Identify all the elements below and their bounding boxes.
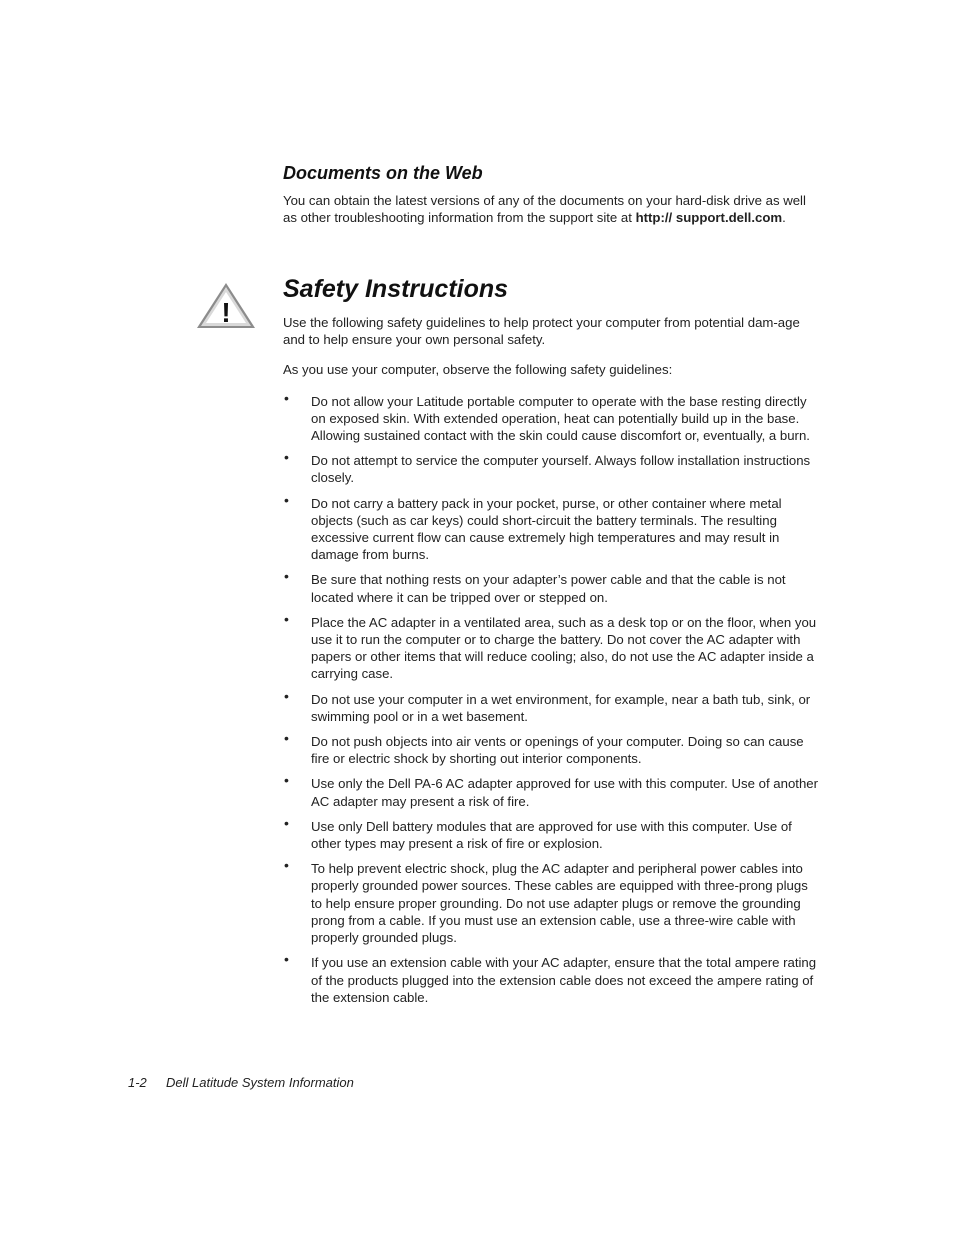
list-item: [283, 491, 818, 564]
documents-on-web-text: You can obtain the latest versions of any of the documents on your hard-disk drive as well as other troubleshooting information from the support site at: [283, 193, 806, 226]
list-item-text: Do not carry a battery pack in your pocket, purse, or other container where metal objects (such as car keys) could short-circuit the battery terminals. The resulting excessive current flow can cause extremely high temperatures and may result in damage from burns.: [311, 495, 782, 563]
list-item: [283, 857, 818, 946]
list-item-text: If you use an extension cable with your AC adapter, ensure that the total ampere rating of the products plugged into the extension cable does not exceed the ampere rating of the extension cable.: [311, 955, 817, 1005]
documents-on-web-paragraph: [283, 192, 818, 226]
page-footer: [128, 1074, 354, 1091]
list-item: [283, 772, 819, 809]
list-item: [283, 730, 818, 767]
bullet-icon: •: [284, 951, 289, 968]
bullet-icon: •: [284, 687, 289, 704]
bullet-icon: •: [284, 449, 289, 466]
safety-guidelines-list: [283, 389, 819, 1006]
bullet-icon: •: [284, 772, 289, 789]
bullet-icon: •: [284, 610, 289, 627]
list-item: [283, 449, 818, 486]
safety-observe-paragraph: As you use your computer, observe the following safety guidelines:: [283, 362, 673, 378]
list-item: [283, 951, 818, 1006]
documents-on-web-heading: Documents on the Web: [283, 163, 483, 183]
warning-triangle-icon: [195, 281, 257, 331]
support-site-link[interactable]: http:// support.dell.com: [635, 210, 783, 226]
documents-on-web-section: [283, 162, 818, 226]
list-item: [283, 389, 818, 445]
list-item-text: Use only Dell battery modules that are approved for use with this computer. Use of other types may present a risk of fire or explosion.: [311, 818, 792, 852]
list-item: [283, 568, 818, 605]
bullet-icon: •: [284, 491, 289, 508]
list-item-text: Do not push objects into air vents or openings of your computer. Doing so can cause fire or electric shock by shorting out interior components.: [311, 734, 804, 767]
list-item-text: Do not attempt to service the computer yourself. Always follow installation instructions closely.: [311, 453, 811, 486]
bullet-icon: •: [284, 389, 289, 406]
bullet-icon: •: [284, 730, 289, 747]
footer-title: Dell Latitude System Information: [166, 1075, 354, 1090]
safety-instructions-section: [283, 272, 818, 1014]
documents-on-web-period: .: [782, 210, 786, 226]
list-item-text: Be sure that nothing rests on your adapter’s power cable and that the cable is not located where it can be tripped over or stepped on.: [311, 572, 786, 605]
warning-exclamation: !: [221, 297, 231, 328]
list-item-text: Do not use your computer in a wet environment, for example, near a bath tub, sink, or swimming pool or in a wet basement.: [311, 691, 811, 724]
list-item: [283, 687, 818, 725]
safety-instructions-heading: Safety Instructions: [283, 275, 509, 303]
bullet-icon: •: [284, 857, 289, 874]
list-item-text: Use only the Dell PA-6 AC adapter approved for use with this computer. Use of another AC adapter may present a risk of fire.: [311, 776, 819, 809]
list-item-text: To help prevent electric shock, plug the AC adapter and peripheral power cables into properly grounded power sources. These cables are equipped with three-prong plugs to help ensure proper grounding. Do not use adapter plugs or remove the grounding prong from a cable. If you must use an extension cable, use a three-wire cable with properly grounded plugs.: [311, 861, 808, 946]
bullet-icon: •: [284, 814, 289, 831]
list-item-text: Place the AC adapter in a ventilated area, such as a desk top or on the floor, when you use it to run the computer or to charge the battery. Do not cover the AC adapter with papers or other items that will reduce cooling; also, do not use the AC adapter inside a carrying case.: [311, 614, 817, 682]
list-item-text: Do not allow your Latitude portable computer to operate with the base resting directly on exposed skin. With extended operation, heat can potentially build up in the base. Allowing sustained contact with the skin could cause discomfort or, eventually, a burn.: [311, 393, 810, 444]
bullet-icon: •: [284, 568, 289, 585]
page-number: 1-2: [128, 1075, 147, 1090]
list-item: [283, 814, 818, 852]
list-item: [283, 610, 818, 683]
safety-intro-paragraph: Use the following safety guidelines to help protect your computer from potential dam-age and to help ensure your own personal safety.: [283, 315, 800, 348]
